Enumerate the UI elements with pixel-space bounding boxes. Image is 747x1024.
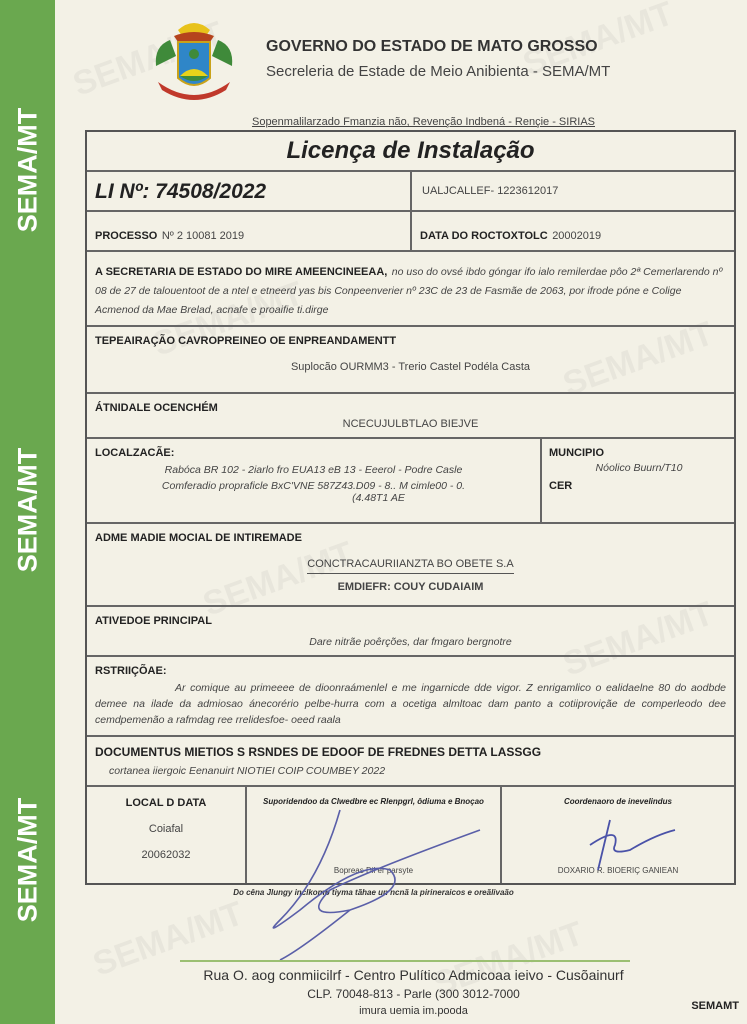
license-number: LI Nº: 74508/2022 <box>87 172 412 210</box>
footer-divider <box>180 960 630 962</box>
superintendence-name: Sopenmalilarzado Fmanzia não, Revenção Indbená - Rençie - SIRIAS <box>251 116 596 128</box>
green-sidebar <box>0 0 55 1024</box>
date-value: 20062032 <box>141 849 191 861</box>
protocol-date-label: DATA DO ROCTOXTOLC <box>420 230 548 242</box>
restrictions-text: Ar comique au primeeee de dioonraámenlel e me ingarnicde dde vigor. Z enrigamlico o ealidaelne 80 do aodbde demee na ilade da admiosao ánecorério pelbe-hurra com a ocetiga almltoac dam panto a cotiiproviçãe de comperleodo dee cemdpemenão a rafmdag ree rrelidesfoe- oeed raala <box>95 682 726 726</box>
footer-site: imura uemia im.pooda <box>359 1005 468 1017</box>
location-line-3: (4.48T1 AE <box>352 492 405 504</box>
protocol-date-value: 20002019 <box>552 230 602 242</box>
holder-label: ADME MADIE MOCIAL DE INTIREMADE <box>95 532 302 544</box>
process-label: PROCESSO <box>95 230 158 242</box>
footer-cep-phone: CLP. 70048-813 - Parle (300 3012-7000 <box>307 987 520 1001</box>
place-value: Coiafal <box>148 823 184 835</box>
activity-label: ÁTNIDALE OCENCHÉM <box>95 402 218 414</box>
documents-label: DOCUMENTUS MIETIOS S RSNDES DE EDOOF DE FREDNES DETTA LASSGG <box>95 745 542 759</box>
preamble-text: no uso do ovsé ibdo góngar ifo ialo remilerdae pôo 2ª Cemerlarendo nº 08 de 27 de talouentoot de a ntel e etneerd yas bis Conpeenverier nº 23C de 23 de Fasmãe de 2063, por ifrode póne e Colige Acmenod da Mae Brelad, acnafe e proaifie ti.dirge <box>95 266 723 316</box>
license-title: Licença de Instalação <box>286 137 535 164</box>
holder-cnpj: EMDIEFR: COUY CUDAIAIM <box>337 581 484 593</box>
preamble-bold: A SECRETARIA DE ESTADO DO MIRE AMEENCINEEAA, <box>95 266 388 278</box>
sidebar-label: SEMA/MT <box>12 107 42 233</box>
activity-value: NCECUJULBTLAO BIEJVE <box>342 418 479 430</box>
process-value: Nº 2 10081 2019 <box>161 230 245 242</box>
state-coat-of-arms-icon <box>148 16 240 104</box>
location-line-1: Rabóca BR 102 - 2iarlo fro EUA13 eB 13 - Eeerol - Podre Casle <box>164 464 463 476</box>
municipality-value: Nóolico Buurn/T10 <box>595 462 683 474</box>
restrictions-label: RSTRIIÇÕAE: <box>95 665 167 677</box>
municipality-label: MUNCIPIO <box>549 447 604 459</box>
place-date-label: LOCAL D DATA <box>125 797 207 809</box>
holder-name: CONCTRACAURIIANZTA BO OBETE S.A <box>307 558 513 574</box>
signature1-name: Bopreas Dil er parsyte <box>333 866 414 875</box>
license-form <box>85 130 736 885</box>
location-line-2: Comferadio propraficle BxC'VNE 587Z43.D09 - 8.. M cimle00 - 0. <box>161 480 466 492</box>
signature2-name: DOXARIO R. BIOERIÇ GANIEAN <box>557 866 679 875</box>
footer-address: Rua O. aog conmiicilrf - Centro Pulítico Admicoaa ieivo - Cusõainurf <box>203 967 624 983</box>
footer-brand: SEMAMT <box>691 1000 739 1012</box>
signature1-title: Suporidendoo da Clwedbre ec Rlenpgrl, ôdiuma e Bnoçao <box>263 797 484 806</box>
main-activity-value: Dare nitrãe poêrções, dar fmgaro bergnotre <box>309 636 512 648</box>
signature2-title: Coordenaoro de inevelindus <box>563 797 672 806</box>
documents-value: cortanea iiergoic Eenanuirt NIOTIEI COIP COUMBEY 2022 <box>109 765 386 777</box>
enterprise-label: TEPEAIRAÇÃO CAVROPREINEO OE ENPREANDAMENTT <box>95 335 397 347</box>
enterprise-value: Suplocão OURMM3 - Trerio Castel Podéla Casta <box>290 361 531 373</box>
document-note: Do cêna Jlungy inclkomb tiyma tãhae un ncnã la pirineraicos e oreãlivaão <box>233 888 514 897</box>
license-validity: UALJCALLEF- 1223612017 <box>422 185 559 197</box>
main-activity-label: ATIVEDOE PRINCIPAL <box>95 615 212 627</box>
cer-label: CER <box>549 480 573 492</box>
government-name: GOVERNO DO ESTADO DE MATO GROSSO <box>266 38 598 55</box>
sidebar-label: SEMA/MT <box>12 797 42 923</box>
sidebar-label: SEMA/MT <box>12 447 42 573</box>
secretariat-name: Secreleria de Estade de Meio Anibienta - SEMA/MT <box>266 63 611 80</box>
location-label: LOCALZACÃE: <box>95 447 175 459</box>
